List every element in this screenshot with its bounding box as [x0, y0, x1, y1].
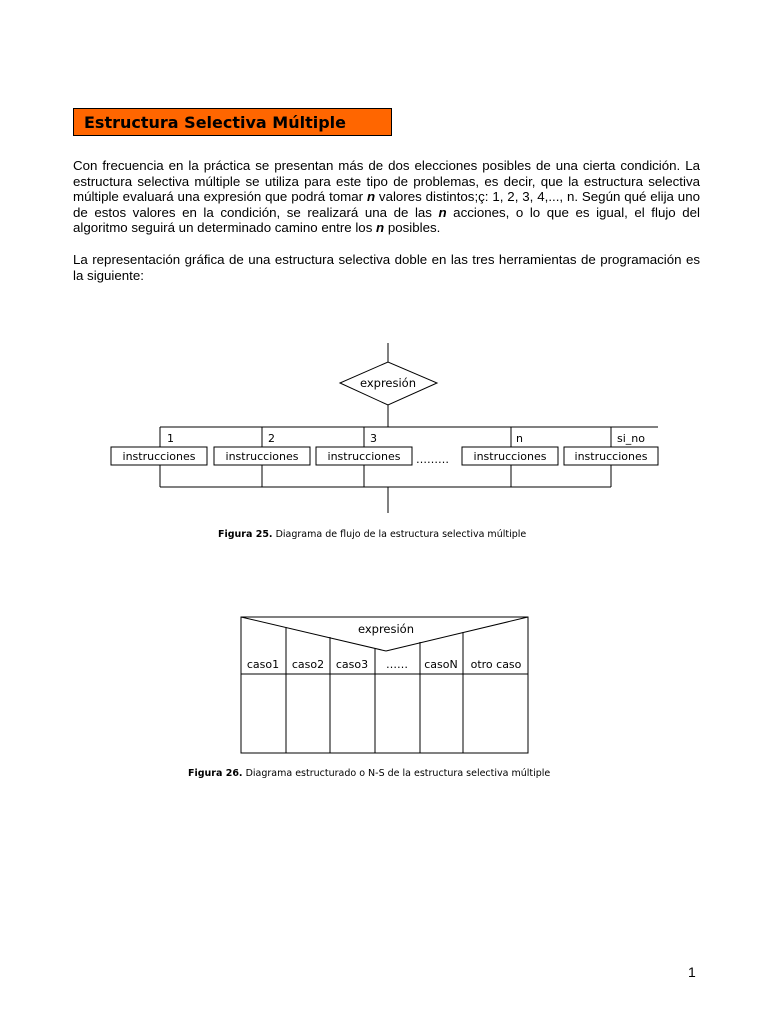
- ns-column-label: otro caso: [470, 658, 522, 671]
- ns-column-label: caso2: [291, 658, 325, 671]
- ns-column-label: ……: [386, 658, 408, 671]
- instructions-box-label: instrucciones: [574, 450, 648, 463]
- case-label-sino: si_no: [617, 432, 645, 445]
- ellipsis-label: ………: [416, 453, 449, 466]
- decision-label: expresión: [359, 376, 417, 390]
- case-label-2: 2: [268, 432, 275, 445]
- paragraph-intro: Con frecuencia en la práctica se presentan más de dos elecciones posibles de una cierta condición. La estructura selectiva múltiple se utiliza para este tipo de problemas, es decir, que la estructura selectiva múltiple evaluará una expresión que podrá tomar n valores distintos;ç: 1, 2, 3, 4,..., n. Según qué elija uno de estos valores en la condición, se realizará una de las n acciones, o lo que es igual, el flujo del algoritmo seguirá un determinado camino entre los n posibles.: [73, 158, 700, 236]
- ns-header-label: expresión: [357, 622, 415, 636]
- section-title: Estructura Selectiva Múltiple: [73, 108, 392, 136]
- page-number: 1: [688, 964, 696, 980]
- instructions-box-label: instrucciones: [327, 450, 401, 463]
- figure-25-caption: Figura 25. Diagrama de flujo de la estructura selectiva múltiple: [218, 529, 527, 540]
- instructions-box-label: instrucciones: [225, 450, 299, 463]
- case-label-1: 1: [167, 432, 174, 445]
- paragraph-representation: La representación gráfica de una estructura selectiva doble en las tres herramientas de programación es la siguiente:: [73, 252, 700, 283]
- figure-26-caption: Figura 26. Diagrama estructurado o N-S de la estructura selectiva múltiple: [188, 768, 551, 779]
- instructions-box-label: instrucciones: [122, 450, 196, 463]
- instructions-box-label: instrucciones: [473, 450, 547, 463]
- case-label-3: 3: [370, 432, 377, 445]
- ns-column-label: caso1: [246, 658, 280, 671]
- case-label-n: n: [516, 432, 523, 445]
- ns-column-label: casoN: [424, 658, 458, 671]
- ns-column-label: caso3: [335, 658, 369, 671]
